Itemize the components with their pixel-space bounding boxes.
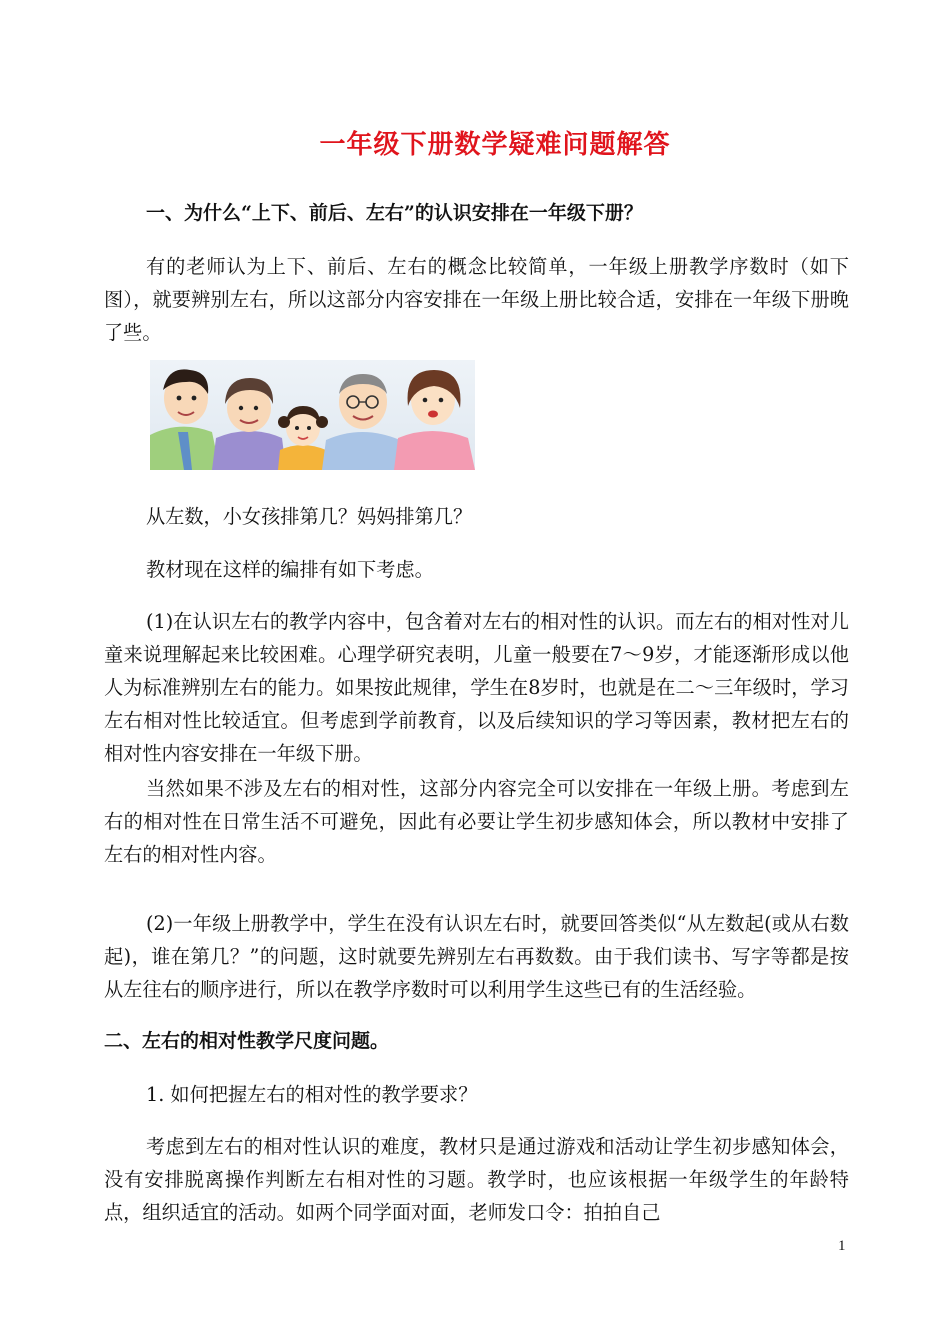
paragraph-point-2: (2)一年级上册教学中，学生在没有认识左右时，就要回答类似“从左数起(或从右数起)，谁在第几？”的问题，这时就要先辨别左右再数数。由于我们读书、写字等都是按从左往右的顺序进行，所以在教学序数时可以利用学生这些已有的生活经验。 [104, 912, 849, 1001]
page-title: 一年级下册数学疑难问题解答 [319, 130, 671, 160]
paragraph-relativity: 当然如果不涉及左右的相对性，这部分内容完全可以安排在一年级上册。考虑到左右的相对性在日常生活不可避免，因此有必要让学生初步感知体会，所以教材中安排了左右的相对性内容。 [104, 777, 849, 866]
section-heading-1: 一、为什么“上下、前后、左右”的认识安排在一年级下册？ [146, 202, 643, 224]
page-number: 1 [838, 1238, 846, 1254]
question-line: 从左数，小女孩排第几？妈妈排第几？ [146, 505, 473, 528]
family-illustration [150, 360, 475, 470]
paragraph-consideration: 教材现在这样的编排有如下考虑。 [146, 558, 434, 581]
subheading-1: 1. 如何把握左右的相对性的教学要求？ [146, 1083, 478, 1106]
paragraph-point-1: (1)在认识左右的教学内容中，包含着对左右的相对性的认识。而左右的相对性对儿童来说理解起来比较困难。心理学研究表明，儿童一般要在7～9岁，才能逐渐形成以他人为标准辨别左右的能力。如果按此规律，学生在8岁时，也就是在二～三年级时，学习左右相对性比较适宜。但考虑到学前教育，以及后续知识的学习等因素，教材把左右的相对性内容安排在一年级下册。 [104, 610, 849, 765]
paragraph-intro: 有的老师认为上下、前后、左右的概念比较简单，一年级上册教学序数时（如下图），就要辨别左右，所以这部分内容安排在一年级上册比较合适，安排在一年级下册晚了些。 [104, 255, 849, 344]
paragraph-teaching: 考虑到左右的相对性认识的难度，教材只是通过游戏和活动让学生初步感知体会，没有安排脱离操作判断左右相对性的习题。教学时，也应该根据一年级学生的年龄特点，组织适宜的活动。如两个同学面对面，老师发口令：拍拍自己 [104, 1135, 849, 1224]
section-heading-2: 二、左右的相对性教学尺度问题。 [104, 1030, 390, 1052]
